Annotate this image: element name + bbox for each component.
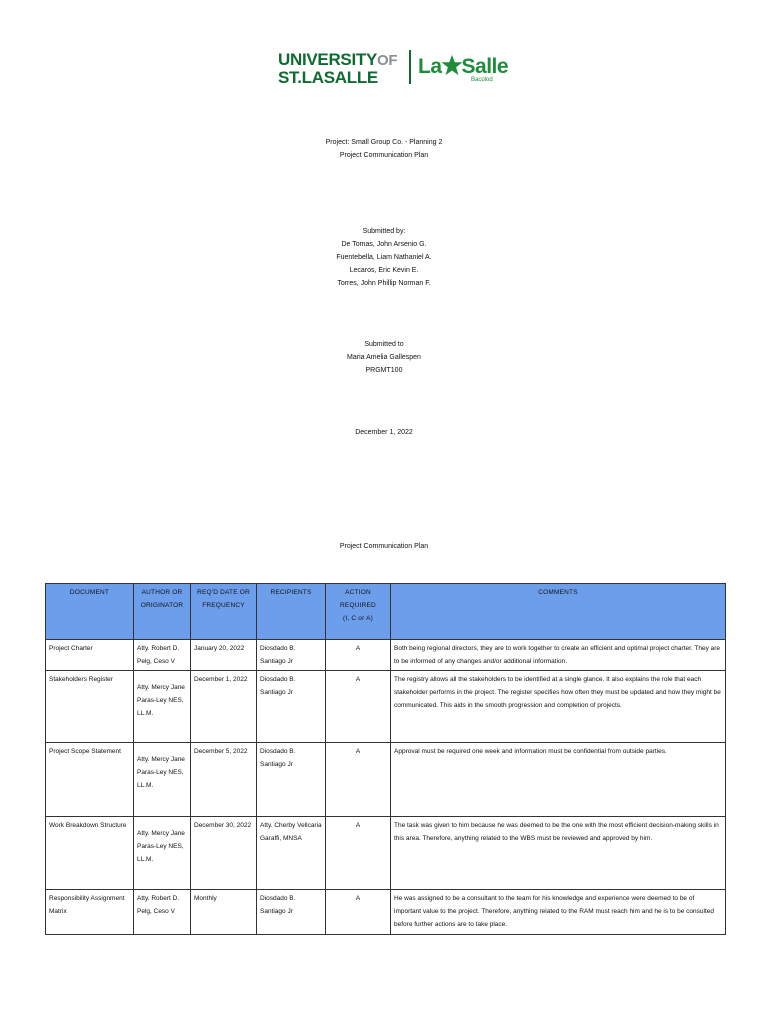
header-recipients: RECIPIENTS [257, 584, 326, 640]
cell-document: Stakeholders Register [46, 671, 134, 743]
cell-recipients: Diosdado B. Santiago Jr [257, 671, 326, 743]
cell-comments: The task was given to him because he was deemed to be the one with the most efficient decision-making skills in this area. Therefore, anything related to the WBS must be reviewed and approved by him. [391, 817, 726, 890]
table-row [46, 640, 726, 671]
cell-author: Atty. Mercy Jane Paras-Ley NES, LL.M. [134, 817, 191, 890]
table-row [46, 671, 726, 743]
logo-campus-text: Bacolod [471, 77, 493, 83]
cell-action: A [326, 671, 391, 743]
cell-action: A [326, 890, 391, 935]
communication-plan-table [45, 583, 726, 935]
header-comments: COMMENTS [391, 584, 726, 640]
cell-document: Project Charter [46, 640, 134, 671]
plan-title: Project Communication Plan [339, 152, 429, 159]
cell-action: A [326, 743, 391, 817]
cell-action: A [326, 640, 391, 671]
header-date: REQ'D DATE OR FREQUENCY [191, 584, 257, 640]
cell-comments: Approval must be required one week and information must be confidential from outside parties. [391, 743, 726, 817]
cell-date: January 20, 2022 [191, 640, 257, 671]
author-name: Torres, John Phillip Norman F. [337, 280, 431, 287]
university-logo [278, 48, 518, 88]
header-document: DOCUMENT [46, 584, 134, 640]
cell-comments: The registry allows all the stakeholders to be identified at a single glance. It also explains the role that each stakeholder performs in the project. The register specifies how often they must be updated and how they might be communicated. This aids in the smooth progression and completion of projects. [391, 671, 726, 743]
cell-author: Atty. Mercy Jane Paras-Ley NES, LL.M. [134, 671, 191, 743]
table-title: Project Communication Plan [339, 543, 429, 550]
cell-comments: He was assigned to be a consultant to the team for his knowledge and experience were deemed to be of important value to the project. Therefore, anything related to the RAM must reach him and he is to be consulted before further actions are to take place. [391, 890, 726, 935]
cell-action: A [326, 817, 391, 890]
submitted-to-label: Submitted to [364, 341, 404, 348]
cell-recipients: Diosdado B. Santiago Jr [257, 640, 326, 671]
instructor-name: Maria Amelia Gallespen [347, 354, 421, 361]
author-name: De Tomas, John Arsenio G. [341, 241, 427, 248]
cell-date: December 5, 2022 [191, 743, 257, 817]
cell-date: Monthly [191, 890, 257, 935]
cell-recipients: Diosdado B. Santiago Jr [257, 890, 326, 935]
cell-recipients: Atty. Cherby Vellcaria Garaffi, MNSA [257, 817, 326, 890]
table-row [46, 817, 726, 890]
table-row [46, 743, 726, 817]
author-name: Fuentebella, Liam Nathaniel A. [336, 254, 432, 261]
star-icon [441, 54, 463, 76]
header-action: ACTION REQUIRED (I, C or A) [326, 584, 391, 640]
cell-author: Atty. Robert D. Pelg, Ceso V [134, 640, 191, 671]
logo-divider [409, 50, 411, 84]
cell-document: Project Scope Statement [46, 743, 134, 817]
cell-date: December 30, 2022 [191, 817, 257, 890]
cell-date: December 1, 2022 [191, 671, 257, 743]
table-header-row [46, 584, 726, 640]
submitted-by-label: Submitted by: [362, 228, 406, 235]
logo-of-text: OF [377, 52, 398, 69]
logo-lasalle-text: La Salle [418, 55, 509, 78]
cell-author: Atty. Mercy Jane Paras-Ley NES, LL.M. [134, 743, 191, 817]
cell-author: Atty. Robert D. Pelg, Ceso V [134, 890, 191, 935]
author-name: Lecaros, Eric Kevin E. [349, 267, 419, 274]
cell-document: Responsibility Assignment Matrix [46, 890, 134, 935]
cell-comments: Both being regional directors, they are to work together to create an efficient and optimal project charter. They are to be informed of any changes and/or additional information. [391, 640, 726, 671]
course-code: PRGMT100 [365, 367, 403, 374]
cell-recipients: Diosdado B. Santiago Jr [257, 743, 326, 817]
logo-university-text: UNIVERSITYOF [278, 50, 398, 69]
cell-document: Work Breakdown Structure [46, 817, 134, 890]
logo-stlasalle-text: ST.LASALLE [278, 68, 378, 87]
project-line: Project: Small Group Co. - Planning 2 [325, 139, 443, 146]
table-row [46, 890, 726, 935]
header-author: AUTHOR OR ORIGINATOR [134, 584, 191, 640]
submission-date: December 1, 2022 [355, 429, 413, 436]
